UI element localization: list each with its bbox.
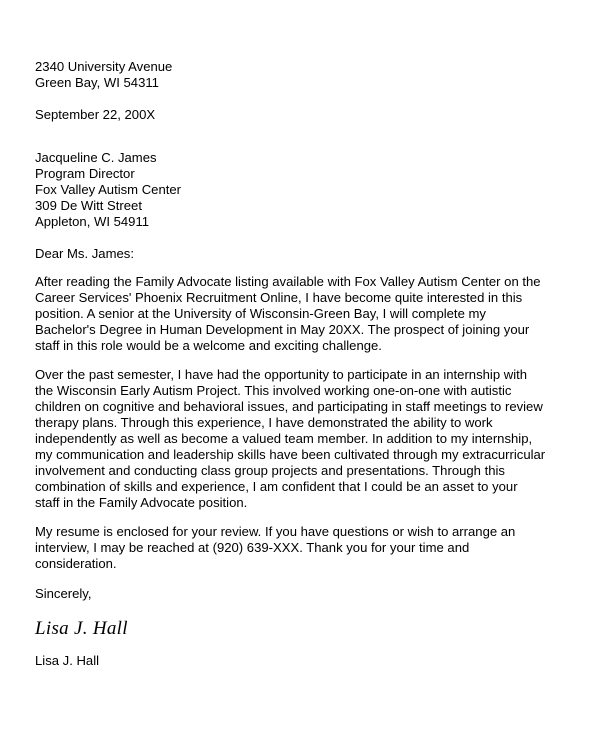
recipient-city: Appleton, WI 54911 <box>35 214 150 229</box>
paragraph-line: My resume is enclosed for your review. If you have questions or wish to arrange an <box>35 524 516 539</box>
sender-address-line-1: 2340 University Avenue <box>35 59 173 74</box>
paragraph-line: position. A senior at the University of Wisconsin-Green Bay, I will complete my <box>35 306 486 321</box>
handwritten-signature: Lisa J. Hall <box>35 618 128 639</box>
sender-address-line-2: Green Bay, WI 54311 <box>35 75 159 90</box>
recipient-name: Jacqueline C. James <box>35 150 157 165</box>
paragraph-line: Career Services' Phoenix Recruitment Online, I have become quite interested in this <box>35 290 523 305</box>
paragraph-line: Bachelor's Degree in Human Development in May 20XX. The prospect of joining your <box>35 322 530 337</box>
paragraph-line: consideration. <box>35 556 117 571</box>
recipient-street: 309 De Witt Street <box>35 198 142 213</box>
paragraph-line: the Wisconsin Early Autism Project. This involved working one-on-one with autistic <box>35 383 512 398</box>
signer-name: Lisa J. Hall <box>35 653 100 668</box>
paragraph-line: interview, I may be reached at (920) 639-XXX. Thank you for your time and <box>35 540 470 555</box>
paragraph-line: involvement and conducting class group projects and presentations. Through this <box>35 463 505 478</box>
recipient-title: Program Director <box>35 166 135 181</box>
paragraph-line: Over the past semester, I have had the opportunity to participate in an internship with <box>35 367 528 382</box>
closing: Sincerely, <box>35 586 92 601</box>
paragraph-line: my communication and leadership skills have been cultivated through my extracurricular <box>35 447 546 462</box>
salutation: Dear Ms. James: <box>35 246 134 261</box>
paragraph-line: children on cognitive and behavioral issues, and participating in staff meetings to review <box>35 399 543 414</box>
paragraph-line: therapy plans. Through this experience, I have demonstrated the ability to work <box>35 415 493 430</box>
recipient-organization: Fox Valley Autism Center <box>35 182 182 197</box>
paragraph-line: independently as well as become a valued team member. In addition to my internship, <box>35 431 533 446</box>
paragraph-line: After reading the Family Advocate listing available with Fox Valley Autism Center on the <box>35 274 541 289</box>
paragraph-line: staff in this role would be a welcome and exciting challenge. <box>35 338 382 353</box>
letter-date: September 22, 200X <box>35 107 156 122</box>
paragraph-line: combination of skills and experience, I am confident that I could be an asset to your <box>35 479 518 494</box>
paragraph-line: staff in the Family Advocate position. <box>35 495 248 510</box>
